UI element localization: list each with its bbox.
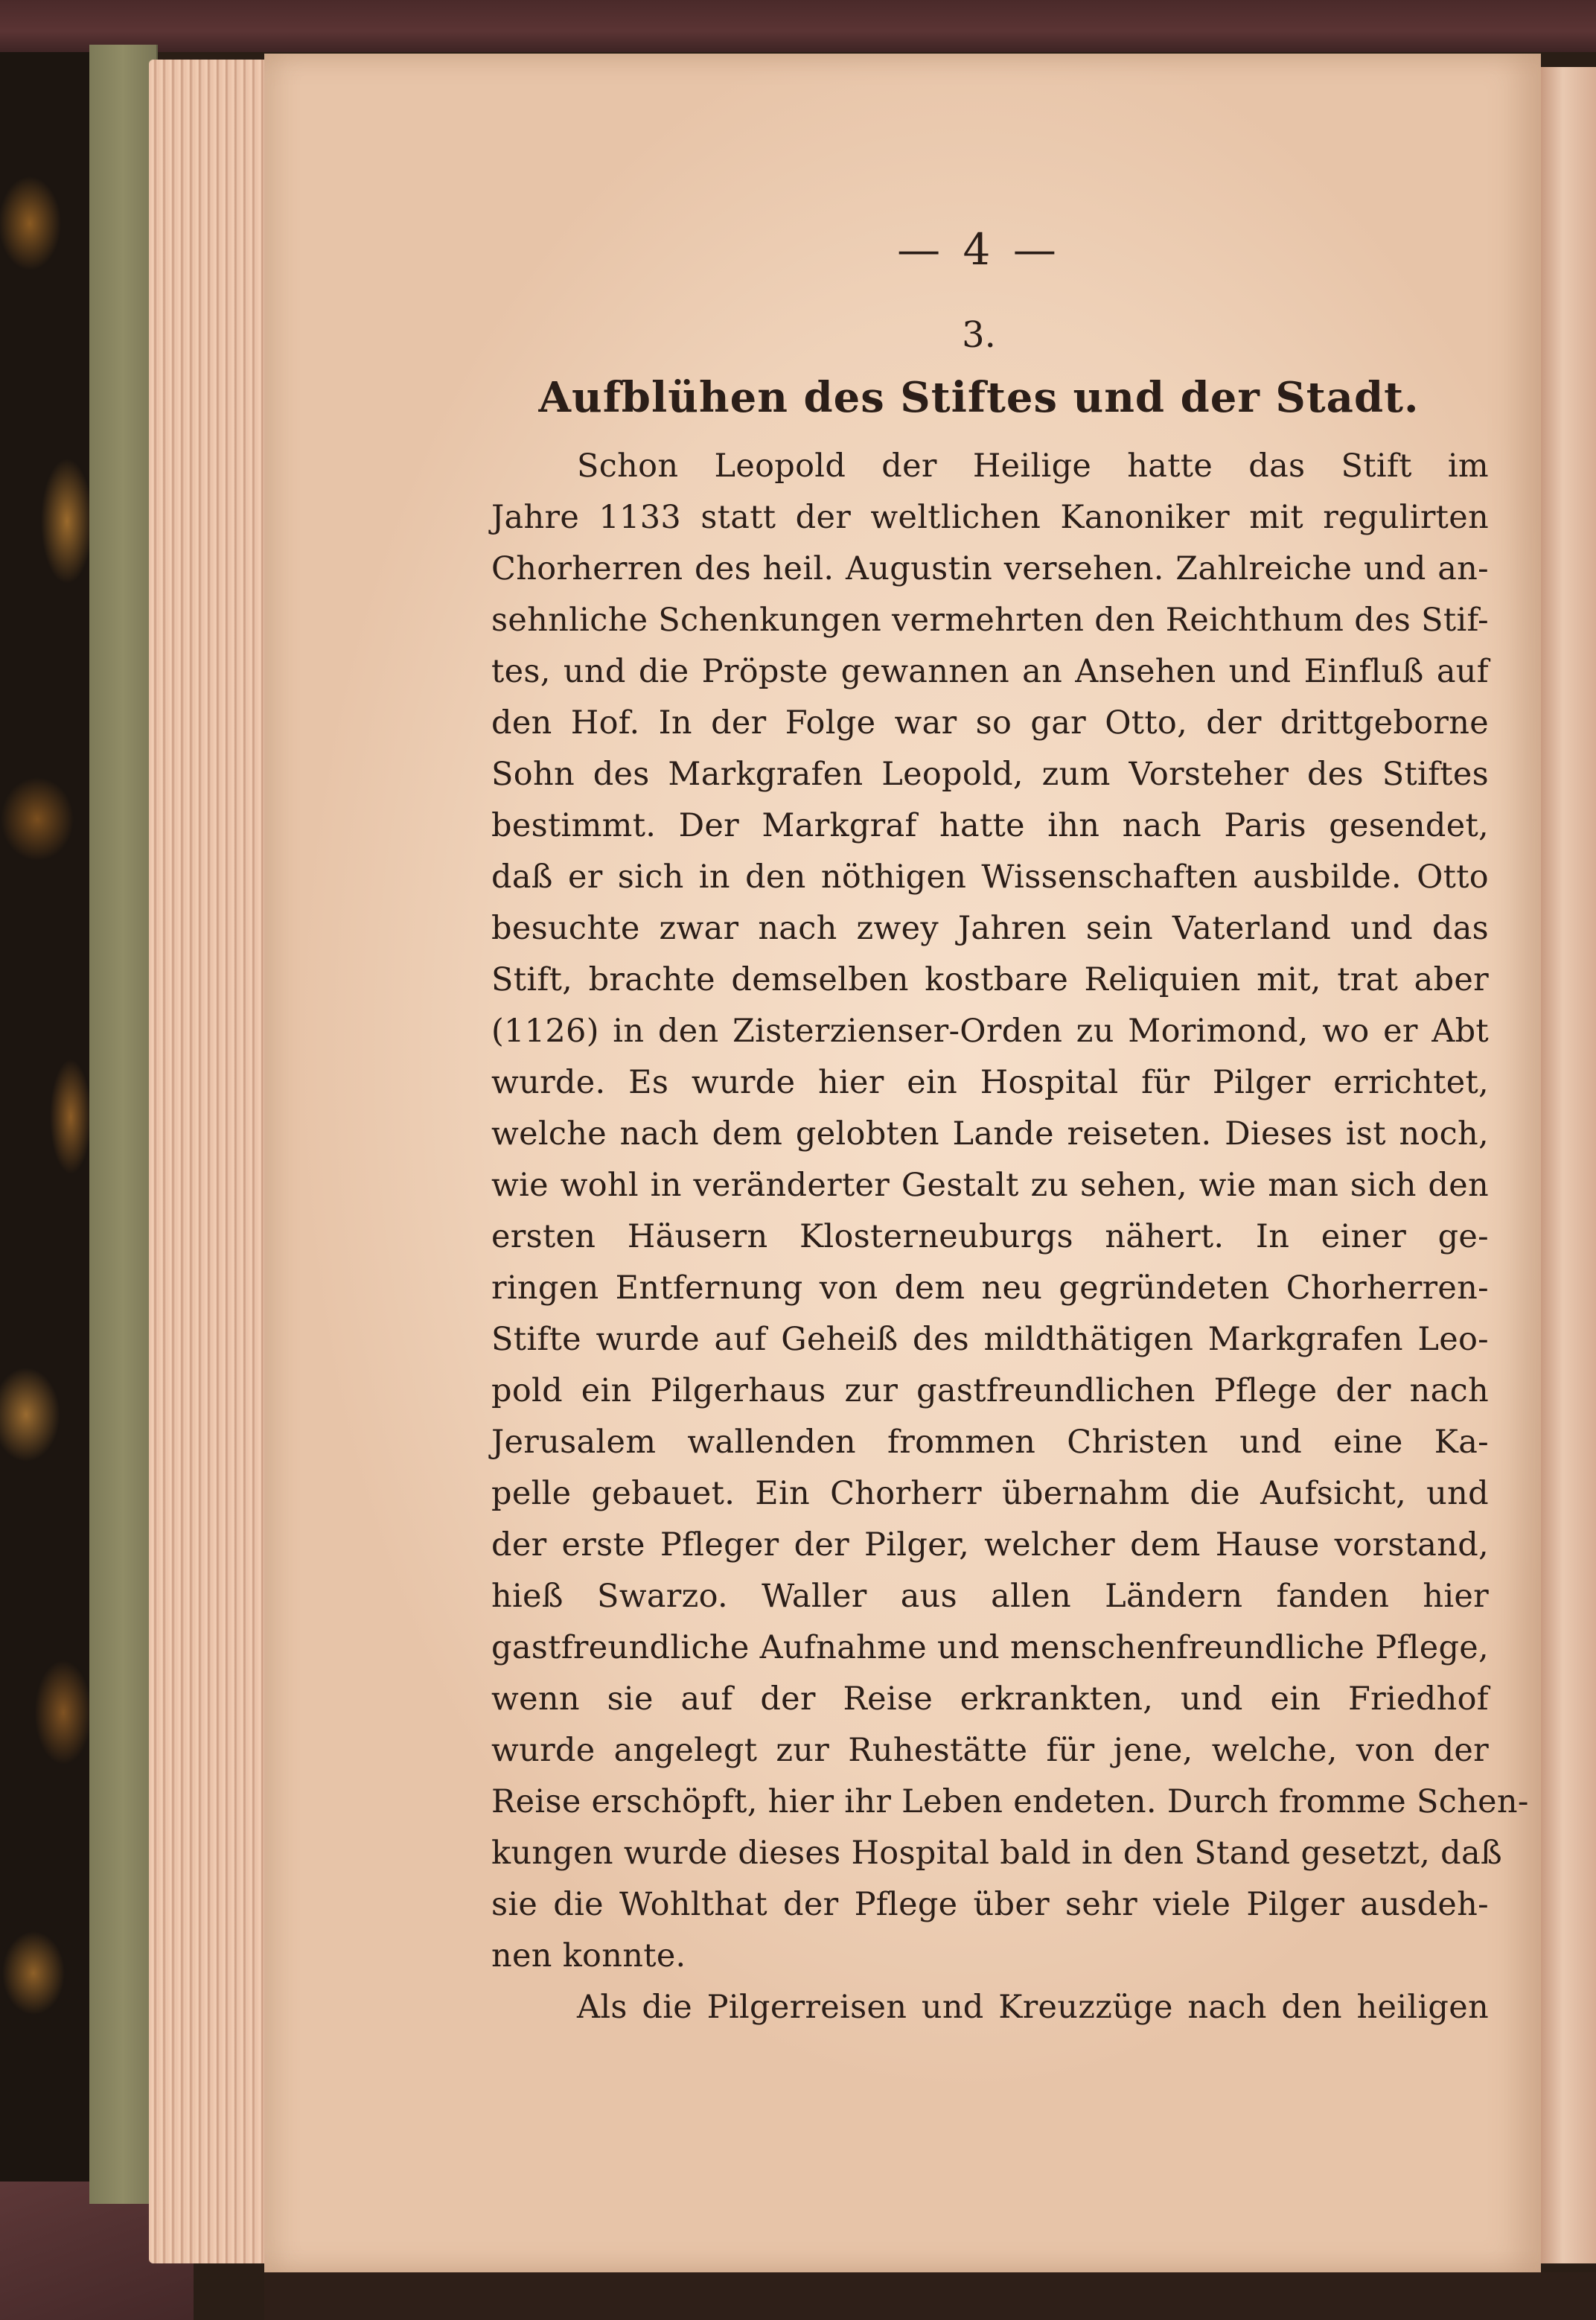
page-edges bbox=[149, 60, 275, 2263]
text-line: wurde angelegt zur Ruhestätte für jene, welche, von der bbox=[491, 1732, 1489, 1769]
text-line: Sohn des Markgrafen Leopold, zum Vorsteher des Stiftes bbox=[491, 756, 1489, 793]
leather-spine-top bbox=[0, 0, 1596, 52]
text-line: gastfreundliche Aufnahme und menschenfreundliche Pflege, bbox=[491, 1629, 1489, 1666]
text-line: (1126) in den Zisterzienser-Orden zu Morimond, wo er Abt bbox=[491, 1013, 1489, 1050]
text-line: Jerusalem wallenden frommen Christen und eine Ka- bbox=[491, 1424, 1489, 1461]
text-line: ringen Entfernung von dem neu gegründeten Chorherren- bbox=[491, 1269, 1489, 1307]
text-line: Reise erschöpft, hier ihr Leben endeten. Durch fromme Schen- bbox=[491, 1783, 1529, 1820]
text-line: Chorherren des heil. Augustin versehen. Zahlreiche und an- bbox=[491, 550, 1489, 587]
text-line: Stifte wurde auf Geheiß des mildthätigen Markgrafen Leo- bbox=[491, 1321, 1489, 1358]
text-line: Stift, brachte demselben kostbare Reliquien mit, trat aber bbox=[491, 961, 1489, 998]
text-line: Schon Leopold der Heilige hatte das Stift im bbox=[577, 447, 1489, 485]
text-line: Als die Pilgerreisen und Kreuzzüge nach den heiligen bbox=[577, 1989, 1489, 2026]
endpaper bbox=[89, 45, 158, 2204]
text-line: den Hof. In der Folge war so gar Otto, der drittgeborne bbox=[491, 704, 1489, 742]
text-line: wurde. Es wurde hier ein Hospital für Pilger errichtet, bbox=[491, 1064, 1489, 1101]
facing-page-edge bbox=[1541, 67, 1596, 2263]
page-number: — 4 — bbox=[897, 224, 1061, 275]
section-title: Aufblühen des Stiftes und der Stadt. bbox=[538, 373, 1420, 422]
text-line: besuchte zwar nach zwey Jahren sein Vaterland und das bbox=[491, 910, 1489, 947]
text-line: wenn sie auf der Reise erkrankten, und ein Friedhof bbox=[491, 1680, 1489, 1718]
text-line: ersten Häusern Klosterneuburgs nähert. In einer ge- bbox=[491, 1218, 1489, 1255]
paragraph-2 bbox=[491, 1982, 1489, 2033]
page-text bbox=[491, 223, 1529, 2033]
text-line: hieß Swarzo. Waller aus allen Ländern fanden hier bbox=[491, 1578, 1489, 1615]
text-line: Jahre 1133 statt der weltlichen Kanoniker mit regulirten bbox=[491, 499, 1489, 536]
paragraph-1 bbox=[491, 441, 1529, 1982]
text-line: sehnliche Schenkungen vermehrten den Reichthum des Stif- bbox=[491, 602, 1490, 639]
text-line: pold ein Pilgerhaus zur gastfreundlichen Pflege der nach bbox=[491, 1372, 1489, 1409]
text-line: bestimmt. Der Markgraf hatte ihn nach Paris gesendet, bbox=[491, 807, 1489, 844]
text-line: der erste Pfleger der Pilger, welcher dem Hause vorstand, bbox=[491, 1526, 1489, 1564]
text-line: wie wohl in veränderter Gestalt zu sehen, wie man sich den bbox=[491, 1167, 1489, 1204]
text-line: welche nach dem gelobten Lande reiseten. Dieses ist noch, bbox=[491, 1115, 1489, 1153]
text-line: sie die Wohlthat der Pflege über sehr viele Pilger ausdeh- bbox=[491, 1886, 1489, 1923]
text-line: tes, und die Pröpste gewannen an Ansehen und Einfluß auf bbox=[491, 653, 1489, 690]
section-number: 3. bbox=[962, 314, 996, 356]
marbled-cover-board bbox=[0, 0, 104, 2320]
text-line: pelle gebauet. Ein Chorherr übernahm die Aufsicht, und bbox=[491, 1475, 1489, 1512]
text-line: daß er sich in den nöthigen Wissenschaften ausbilde. Otto bbox=[491, 858, 1489, 896]
text-line: nen konnte. bbox=[491, 1937, 686, 1975]
background-shadow bbox=[264, 2272, 1596, 2320]
text-line: kungen wurde dieses Hospital bald in den Stand gesetzt, daß bbox=[491, 1835, 1502, 1872]
